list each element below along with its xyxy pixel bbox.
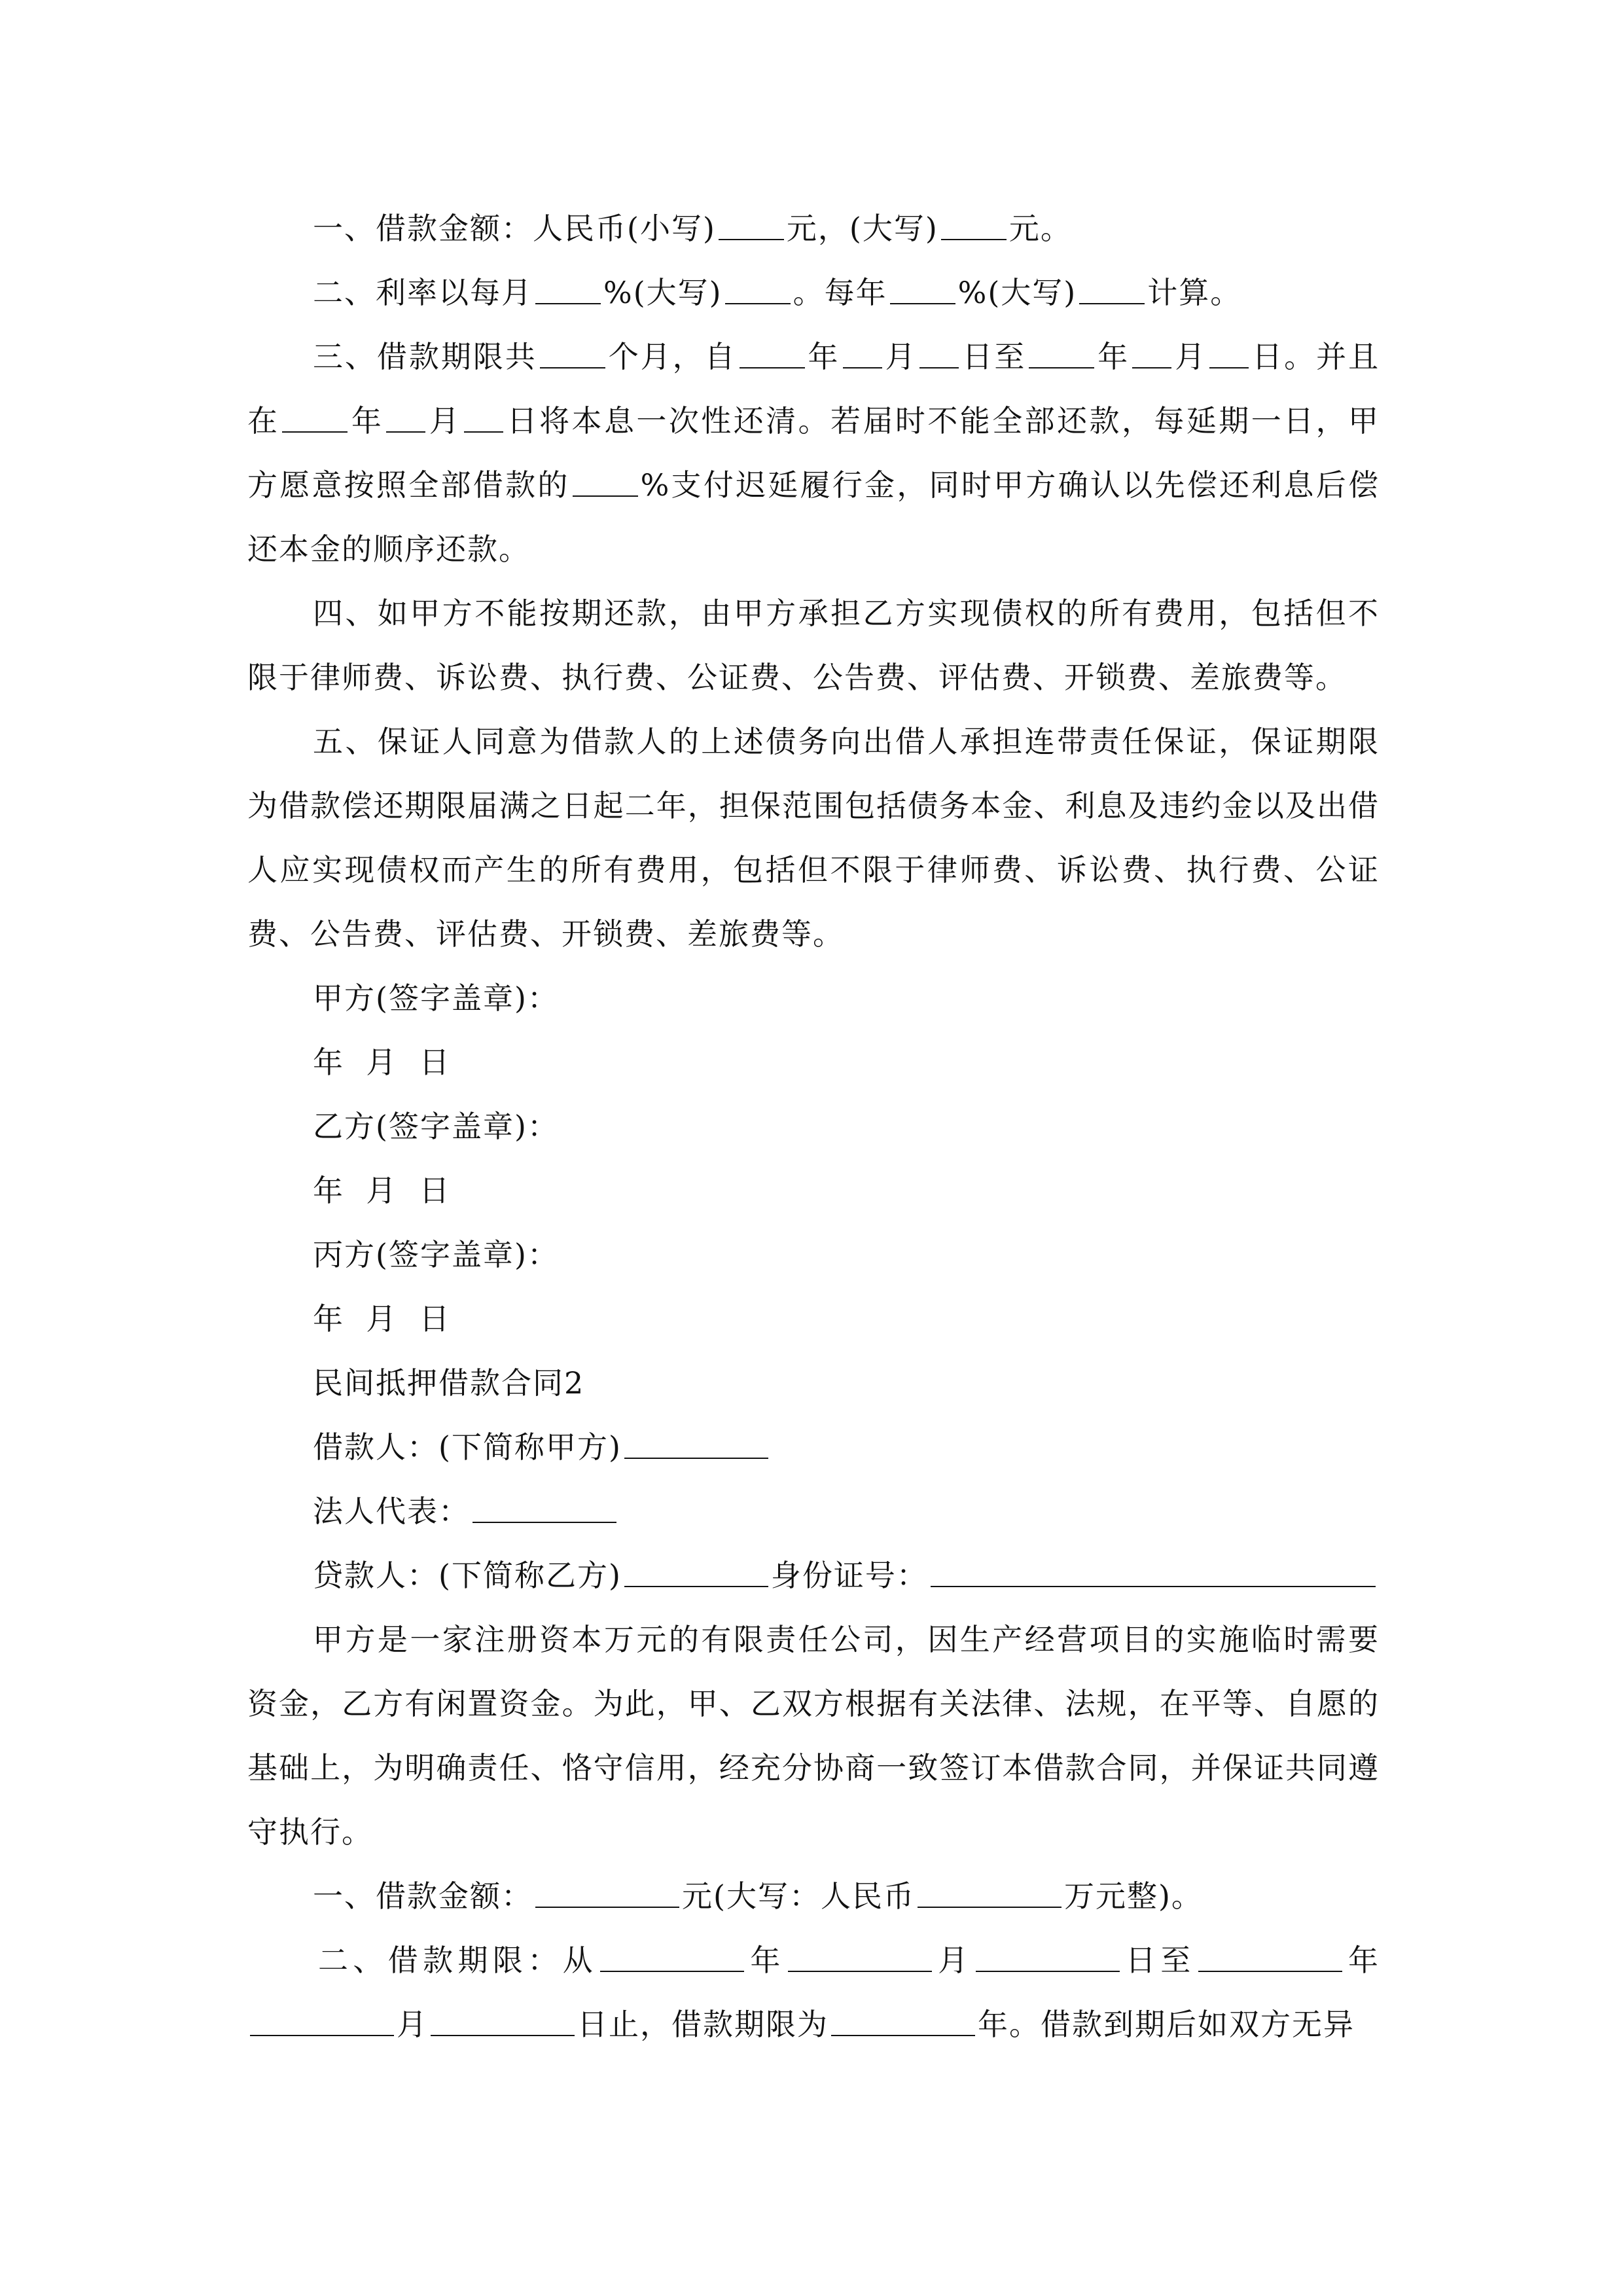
blank-field <box>282 401 348 433</box>
blank-field <box>931 1556 1376 1587</box>
borrower-label: 借款人：(下简称甲方) <box>313 1429 622 1465</box>
clause3-text-7: 月 <box>1174 339 1207 374</box>
signature-party-a: 甲方(签字盖章)： <box>313 980 559 1016</box>
blank-field <box>725 273 791 304</box>
blank-field <box>740 337 805 368</box>
clause3-text-4: 月 <box>884 339 918 374</box>
c2-clause2-text-7: 日止，借款期限为 <box>577 2007 829 2042</box>
clause3-text-1: 三、借款期限共 <box>313 339 537 374</box>
clause-collection-costs: 四、如甲方不能按期还款，由甲方承担乙方实现债权的所有费用，包括但不限于律师费、诉讼费、执行费、公证费、公告费、评估费、开锁费、差旅费等。 <box>247 596 1380 695</box>
blank-field <box>540 337 605 368</box>
blank-field <box>941 209 1007 240</box>
clause-loan-amount <box>247 196 1380 260</box>
lender-label: 贷款人：(下简称乙方) <box>313 1558 622 1593</box>
clause3-text-8: 日。并且在 <box>247 339 1380 439</box>
clause1-text-2: 元，(大写) <box>786 211 938 246</box>
clause-loan-term <box>247 325 1380 581</box>
blank-field <box>624 1427 768 1459</box>
borrower-line <box>247 1415 1380 1479</box>
c2-clause2-text-2: 年 <box>747 1943 785 1978</box>
clause3-text-9: 年 <box>350 403 384 439</box>
blank-field <box>473 1492 616 1523</box>
clause3-text-6: 年 <box>1097 339 1130 374</box>
clause3-text-12: %支付迟延履行金，同时甲方确认以先偿还利息后偿还本金的顺序还款。 <box>247 467 1380 567</box>
id-number-label: 身份证号： <box>770 1558 928 1593</box>
blank-field <box>918 1876 1061 1908</box>
blank-field <box>976 1941 1120 1972</box>
clause2-text-2: %(大写) <box>603 275 722 310</box>
date-party-b: 年 月 日 <box>313 1173 451 1208</box>
blank-field <box>386 401 425 433</box>
clause-interest-rate <box>247 260 1380 325</box>
c2-clause2-text-8: 年。借款到期后如双方无异 <box>978 2007 1355 2042</box>
clause2-text-5: 计算。 <box>1147 275 1242 310</box>
legal-rep-label: 法人代表： <box>313 1494 470 1529</box>
blank-field <box>831 2005 975 2036</box>
date-party-a: 年 月 日 <box>313 1045 451 1080</box>
blank-field <box>788 1941 932 1972</box>
contract2-intro: 甲方是一家注册资本万元的有限责任公司，因生产经营项目的实施临时需要资金，乙方有闲置资金。为此，甲、乙双方根据有关法律、法规，在平等、自愿的基础上，为明确责任、恪守信用，经充分协商一致签订本借款合同，并保证共同遵守执行。 <box>247 1622 1380 1850</box>
blank-field <box>250 2005 394 2036</box>
blank-field <box>890 273 955 304</box>
blank-field <box>919 337 959 368</box>
blank-field <box>1132 337 1171 368</box>
blank-field <box>1079 273 1145 304</box>
c2-clause2-text-6: 月 <box>397 2007 428 2042</box>
legal-rep-line <box>247 1479 1380 1543</box>
c2-clause2-text-5: 年 <box>1344 1943 1380 1978</box>
blank-field <box>624 1556 768 1587</box>
clause2-text-4: %(大写) <box>957 275 1077 310</box>
c2-clause1-text-2: 元(大写：人民币 <box>682 1878 915 1914</box>
blank-field <box>1029 337 1094 368</box>
blank-field <box>535 1876 679 1908</box>
blank-field <box>1198 1941 1342 1972</box>
c2-clause-loan-term <box>247 1928 1380 2056</box>
clause3-text-11: 日将本息一次性还清。若届时不能全部还款，每延期一日，甲方愿意按照全部借款的 <box>247 403 1380 503</box>
c2-clause2-text-1: 二、借款期限：从 <box>318 1943 597 1978</box>
clause1-text-3: 元。 <box>1008 211 1072 246</box>
clause2-text-1: 二、利率以每月 <box>313 275 533 310</box>
blank-field <box>431 2005 575 2036</box>
date-party-c: 年 月 日 <box>313 1301 451 1336</box>
lender-line <box>247 1543 1380 1607</box>
contract2-title: 民间抵押借款合同2 <box>313 1365 585 1401</box>
c2-clause2-text-4: 日至 <box>1122 1943 1196 1978</box>
clause2-text-3: 。每年 <box>793 275 887 310</box>
clause-guarantee: 五、保证人同意为借款人的上述债务向出借人承担连带责任保证，保证期限为借款偿还期限届满之日起二年，担保范围包括债务本金、利息及违约金以及出借人应实现债权而产生的所有费用，包括但不限于律师费、诉讼费、执行费、公证费、公告费、评估费、开锁费、差旅费等。 <box>247 724 1380 952</box>
blank-field <box>843 337 882 368</box>
blank-field <box>600 1941 744 1972</box>
clause3-text-5: 日至 <box>961 339 1027 374</box>
blank-field <box>719 209 784 240</box>
c2-clause-loan-amount <box>247 1864 1380 1928</box>
blank-field <box>464 401 503 433</box>
clause3-text-3: 年 <box>807 339 840 374</box>
document-body <box>247 196 1380 2056</box>
blank-field <box>573 465 638 497</box>
c2-clause1-text-1: 一、借款金额： <box>313 1878 533 1914</box>
blank-field <box>1209 337 1249 368</box>
clause3-text-10: 月 <box>428 403 462 439</box>
blank-field <box>535 273 601 304</box>
signature-party-c: 丙方(签字盖章)： <box>313 1237 559 1272</box>
clause1-text-1: 一、借款金额：人民币(小写) <box>313 211 716 246</box>
c2-clause1-text-3: 万元整)。 <box>1063 1878 1203 1914</box>
c2-clause2-text-3: 月 <box>934 1943 973 1978</box>
clause3-text-2: 个月，自 <box>607 339 737 374</box>
signature-party-b: 乙方(签字盖章)： <box>313 1109 559 1144</box>
